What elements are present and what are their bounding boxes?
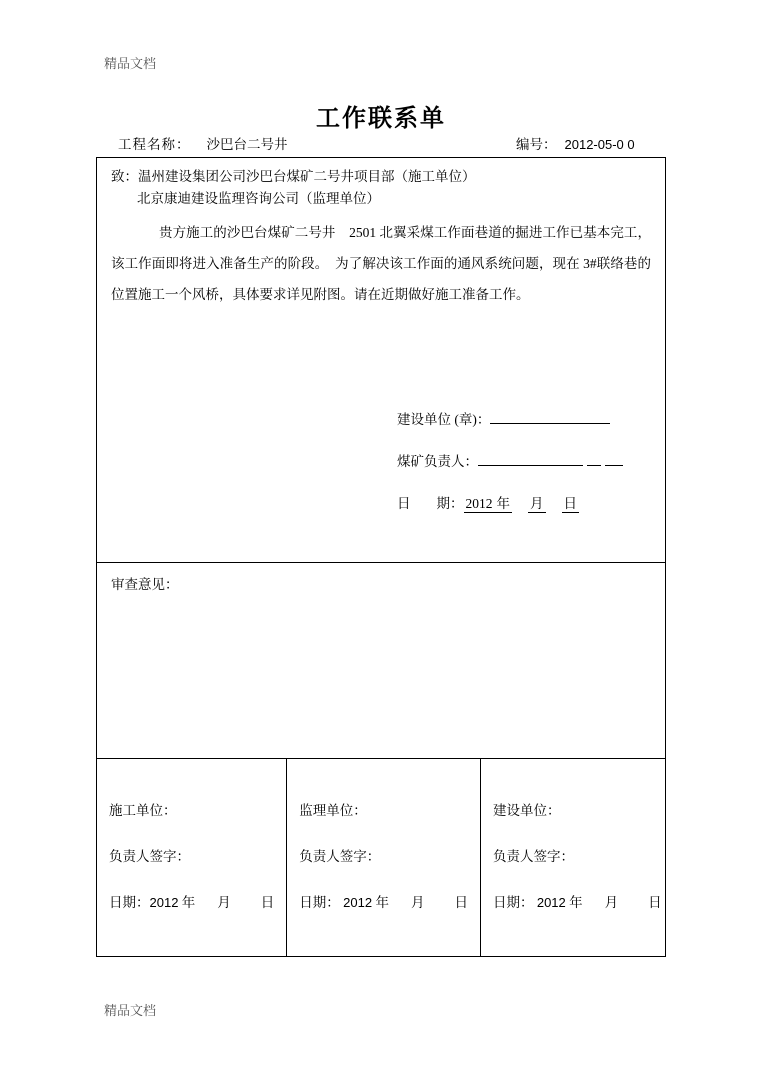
footer-date-label-2: 日期： [299, 895, 340, 910]
footer-date-label-3: 日期： [492, 895, 534, 910]
footer-date-year-1: 2012 [149, 895, 179, 910]
footer-column-owner [480, 759, 674, 956]
document-number-label: 编号： [516, 137, 557, 152]
mine-manager-label: 煤矿负责人： [397, 454, 478, 469]
signature-date-line [397, 492, 623, 513]
footer-month-unit-1: 月 [217, 895, 231, 910]
watermark-top: 精品文档 [104, 56, 157, 71]
footer-date-line-3 [493, 891, 662, 911]
signature-day-unit: 日 [562, 492, 580, 513]
footer-column-construction [97, 759, 286, 956]
page-title: 工作联系单 [316, 106, 446, 132]
signature-footer-row [97, 758, 665, 956]
footer-year-unit-1: 年 [181, 895, 196, 910]
document-number-field [516, 133, 635, 153]
mine-manager-blank-2 [587, 451, 601, 466]
footer-date-line-1 [109, 891, 274, 911]
footer-unit-label-1: 施工单位： [109, 803, 177, 818]
footer-date-label-1: 日期： [109, 895, 150, 910]
footer-unit-label-2: 监理单位： [299, 803, 367, 818]
mine-manager-line [397, 450, 623, 470]
signature-year-unit: 年 [495, 492, 513, 513]
construction-unit-seal-line [397, 408, 623, 428]
document-meta [96, 133, 666, 153]
footer-date-line-2 [299, 891, 468, 911]
footer-month-unit-2: 月 [410, 895, 425, 910]
recipient-line-1 [111, 166, 651, 188]
watermark-bottom: 精品文档 [104, 1003, 157, 1018]
footer-month-unit-3: 月 [604, 895, 619, 910]
body-paragraph: 贵方施工的沙巴台煤矿二号井 2501 北翼采煤工作面巷道的掘进工作已基本完工，该工作面即将进入准备生产的阶段。 为了解决该工作面的通风系统问题，现在 3#联络巷的位置施工一个风桥，具体要求详见附图。请在近期做好施工准备工作。 [111, 225, 651, 302]
footer-year-unit-3: 年 [569, 895, 583, 910]
recipient-label: 致： [111, 169, 138, 184]
project-name-value: 沙巴台二号井 [206, 137, 288, 152]
recipient-line-2 [111, 188, 651, 210]
footer-day-unit-2: 日 [454, 895, 468, 910]
footer-column-supervision [286, 759, 480, 956]
project-name-label: 工程名称： [118, 137, 191, 152]
footer-person-label-2: 负责人签字： [299, 849, 381, 864]
review-comments-cell [97, 562, 665, 758]
signature-date-year: 2012 [465, 496, 493, 511]
form-table [96, 157, 666, 957]
date-label-1: 日 [397, 496, 411, 511]
signature-block [397, 408, 623, 535]
footer-person-label-1: 负责人签字： [109, 849, 190, 864]
recipient-value-1: 温州建设集团公司沙巴台煤矿二号井项目部（施工单位） [138, 169, 476, 184]
construction-unit-seal-blank [490, 409, 610, 424]
signature-month-unit: 月 [528, 492, 546, 513]
review-comments-label: 审查意见： [111, 577, 179, 592]
document-number-value: 2012-05-0 0 [564, 137, 635, 152]
date-label-2: 期： [436, 496, 464, 511]
footer-date-year-2: 2012 [343, 895, 373, 910]
footer-day-unit-3: 日 [648, 895, 662, 910]
mine-manager-blank [478, 451, 583, 466]
footer-unit-label-3: 建设单位： [492, 803, 561, 818]
construction-unit-seal-label: 建设单位 (章)： [397, 412, 491, 427]
footer-person-label-3: 负责人签字： [492, 849, 574, 864]
project-name-field [118, 133, 288, 153]
footer-date-year-3: 2012 [536, 895, 566, 910]
footer-day-unit-1: 日 [260, 895, 275, 910]
footer-year-unit-2: 年 [375, 895, 389, 910]
form-body-cell [97, 158, 665, 562]
recipient-value-2: 北京康迪建设监理咨询公司（监理单位） [137, 191, 380, 206]
mine-manager-blank-3 [605, 451, 623, 466]
